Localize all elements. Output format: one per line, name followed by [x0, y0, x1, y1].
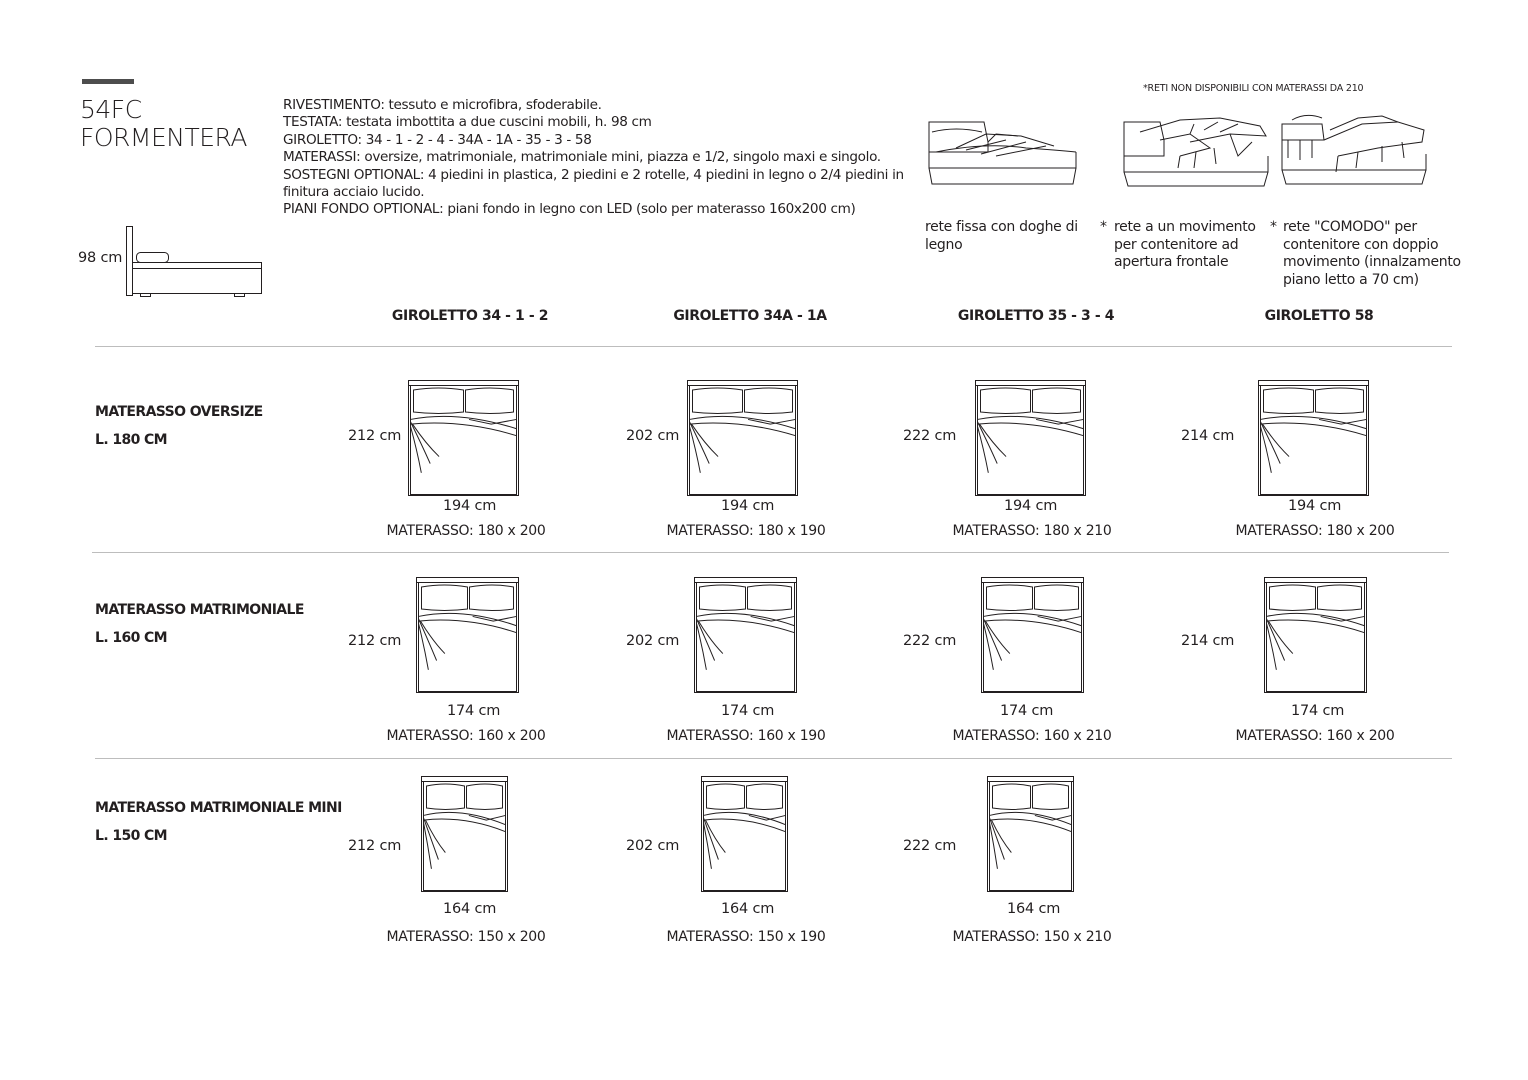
pillow [1264, 388, 1314, 414]
length-label: 222 cm [903, 838, 957, 854]
row-title-oversize [95, 398, 263, 454]
duvet-drape [424, 818, 439, 860]
pillow [748, 585, 792, 611]
bed-plan-drawing [981, 577, 1084, 693]
duvet-drape [704, 818, 719, 860]
width-label: 164 cm [1007, 901, 1061, 917]
bed-plan [1258, 380, 1369, 496]
pillow [707, 784, 745, 810]
mattress-size: MATERASSO: 180 x 210 [952, 523, 1112, 539]
bed-side-view [124, 222, 266, 302]
duvet-edge [419, 620, 517, 633]
width-label: 174 cm [1000, 703, 1054, 719]
duvet-edge [690, 423, 796, 436]
bed-plan [416, 577, 519, 693]
length-label: 202 cm [626, 838, 680, 854]
width-label: 174 cm [721, 703, 775, 719]
asterisk: * [1100, 219, 1107, 235]
duvet-edge [704, 819, 786, 832]
mattress-size: MATERASSO: 160 x 210 [952, 728, 1112, 744]
feature-line: rete "COMODO" per [1283, 219, 1417, 235]
duvet-edge [990, 819, 1072, 832]
row-title-matrimoniale-mini [95, 794, 342, 850]
duvet-edge [697, 620, 795, 633]
bed-plan [1264, 577, 1367, 693]
duvet-drape [419, 619, 437, 661]
bed-plan [701, 776, 788, 892]
bed-plan-drawing [694, 577, 797, 693]
duvet-drape [990, 818, 1005, 860]
bed-plan [421, 776, 508, 892]
title-accent-bar [82, 79, 134, 84]
mattress-size: MATERASSO: 160 x 200 [1235, 728, 1395, 744]
pillow [693, 388, 743, 414]
duvet-drape [690, 422, 710, 464]
length-label: 212 cm [348, 838, 402, 854]
pillow [1035, 585, 1079, 611]
availability-note: *RETI NON DISPONIBILI CON MATERASSI DA 210 [1143, 83, 1364, 94]
divider [92, 552, 1449, 553]
duvet-drape [697, 619, 715, 661]
pillow [1316, 388, 1364, 414]
feature-line: rete fissa con doghe di [925, 219, 1078, 235]
column-header: GIROLETTO 58 [1264, 308, 1374, 324]
spec-line: RIVESTIMENTO: tessuto e microfibra, sfoderabile. [283, 97, 602, 113]
width-label: 174 cm [1291, 703, 1345, 719]
bed-plan [694, 577, 797, 693]
bed-plan-drawing [1264, 577, 1367, 693]
duvet-drape [411, 422, 431, 464]
duvet-drape [1267, 619, 1285, 661]
width-label: 164 cm [443, 901, 497, 917]
pillow [747, 784, 783, 810]
length-label: 202 cm [626, 428, 680, 444]
feature-line: contenitore con doppio [1283, 236, 1439, 253]
feature-line: per contenitore ad [1114, 236, 1239, 253]
bed-plan [981, 577, 1084, 693]
bed-plan [987, 776, 1074, 892]
product-code: 54FC [80, 95, 142, 124]
spec-line: GIROLETTO: 34 - 1 - 2 - 4 - 34A - 1A - 35 - 3 - 58 [283, 131, 592, 148]
bed-plan-drawing [1258, 380, 1369, 496]
bed-plan-drawing [975, 380, 1086, 496]
bed-plan-drawing [421, 776, 508, 892]
duvet-edge [984, 620, 1082, 633]
column-header: GIROLETTO 34A - 1A [673, 308, 827, 324]
pillow [422, 585, 468, 611]
bed-plan-drawing [687, 380, 798, 496]
duvet-drape [978, 422, 998, 464]
pillow [470, 585, 514, 611]
duvet-edge [978, 423, 1084, 436]
row-width: L. 150 CM [95, 828, 168, 844]
feature-line: movimento (innalzamento [1283, 254, 1461, 270]
divider [95, 758, 1452, 759]
width-label: 164 cm [721, 901, 775, 917]
width-label: 194 cm [1004, 498, 1058, 514]
width-label: 174 cm [447, 703, 501, 719]
length-label: 212 cm [348, 428, 402, 444]
row-title: MATERASSO OVERSIZE [95, 404, 263, 420]
duvet-drape [984, 619, 1002, 661]
row-title: MATERASSO MATRIMONIALE MINI [95, 800, 342, 816]
feature-line: piano letto a 70 cm) [1283, 271, 1419, 288]
duvet-edge [411, 423, 517, 436]
asterisk: * [1270, 219, 1277, 235]
duvet-edge [1267, 620, 1365, 633]
row-title: MATERASSO MATRIMONIALE [95, 602, 304, 618]
bed-plan-drawing [416, 577, 519, 693]
feature-line: rete a un movimento [1114, 219, 1256, 235]
length-label: 202 cm [626, 633, 680, 649]
feature-comodo [1283, 219, 1461, 289]
pillow [467, 784, 503, 810]
product-name: FORMENTERA [80, 123, 248, 152]
pillow [1033, 784, 1069, 810]
feature-line: legno [925, 236, 963, 253]
pillow [414, 388, 464, 414]
divider [95, 346, 1452, 347]
width-label: 194 cm [721, 498, 775, 514]
pillow [1270, 585, 1316, 611]
pillow [700, 585, 746, 611]
front-lift-bed-sketch [1120, 112, 1272, 190]
mattress-size: MATERASSO: 150 x 200 [386, 929, 546, 945]
column-header: GIROLETTO 34 - 1 - 2 [391, 308, 549, 324]
height-label: 98 cm [78, 250, 123, 266]
bed-plan [408, 380, 519, 496]
spec-line: SOSTEGNI OPTIONAL: 4 piedini in plastica, 2 piedini e 2 rotelle, 4 piedini in legno o 2/4 piedini in [283, 166, 904, 183]
mattress-size: MATERASSO: 180 x 190 [666, 523, 826, 539]
pillow [745, 388, 793, 414]
spec-line: PIANI FONDO OPTIONAL: piani fondo in legno con LED (solo per materasso 160x200 cm) [283, 201, 856, 218]
pillow [993, 784, 1031, 810]
mattress-size: MATERASSO: 180 x 200 [1235, 523, 1395, 539]
pillow [466, 388, 514, 414]
bed-plan-drawing [987, 776, 1074, 892]
mattress-size: MATERASSO: 150 x 210 [952, 929, 1112, 945]
feature-line: apertura frontale [1114, 254, 1229, 270]
pillow [981, 388, 1031, 414]
bed-plan [687, 380, 798, 496]
fixed-slat-bed-sketch [926, 112, 1081, 190]
spec-line: TESTATA: testata imbottita a due cuscini mobili, h. 98 cm [283, 114, 652, 131]
column-header: GIROLETTO 35 - 3 - 4 [957, 308, 1115, 324]
spec-list [283, 97, 913, 219]
length-label: 222 cm [903, 633, 957, 649]
width-label: 194 cm [1288, 498, 1342, 514]
length-label: 214 cm [1181, 633, 1235, 649]
feature-fixed [925, 219, 1078, 254]
length-label: 212 cm [348, 633, 402, 649]
row-width: L. 160 CM [95, 630, 168, 646]
length-label: 214 cm [1181, 428, 1235, 444]
width-label: 194 cm [443, 498, 497, 514]
mattress-size: MATERASSO: 180 x 200 [386, 523, 546, 539]
duvet-drape [1261, 422, 1281, 464]
spec-line: finitura acciaio lucido. [283, 184, 425, 201]
pillow [1033, 388, 1081, 414]
row-width: L. 180 CM [95, 432, 168, 448]
spec-line: MATERASSI: oversize, matrimoniale, matrimoniale mini, piazza e 1/2, singolo maxi e singolo. [283, 149, 881, 166]
duvet-edge [424, 819, 506, 832]
mattress-size: MATERASSO: 150 x 190 [666, 929, 826, 945]
pillow [427, 784, 465, 810]
row-title-matrimoniale [95, 596, 304, 652]
pillow [987, 585, 1033, 611]
feature-front-lift [1114, 219, 1256, 272]
bed-plan-drawing [408, 380, 519, 496]
comodo-lift-bed-sketch [1278, 110, 1430, 190]
duvet-edge [1261, 423, 1367, 436]
mattress-size: MATERASSO: 160 x 190 [666, 728, 826, 744]
bed-plan [975, 380, 1086, 496]
mattress-size: MATERASSO: 160 x 200 [386, 728, 546, 744]
length-label: 222 cm [903, 428, 957, 444]
pillow [1318, 585, 1362, 611]
bed-plan-drawing [701, 776, 788, 892]
